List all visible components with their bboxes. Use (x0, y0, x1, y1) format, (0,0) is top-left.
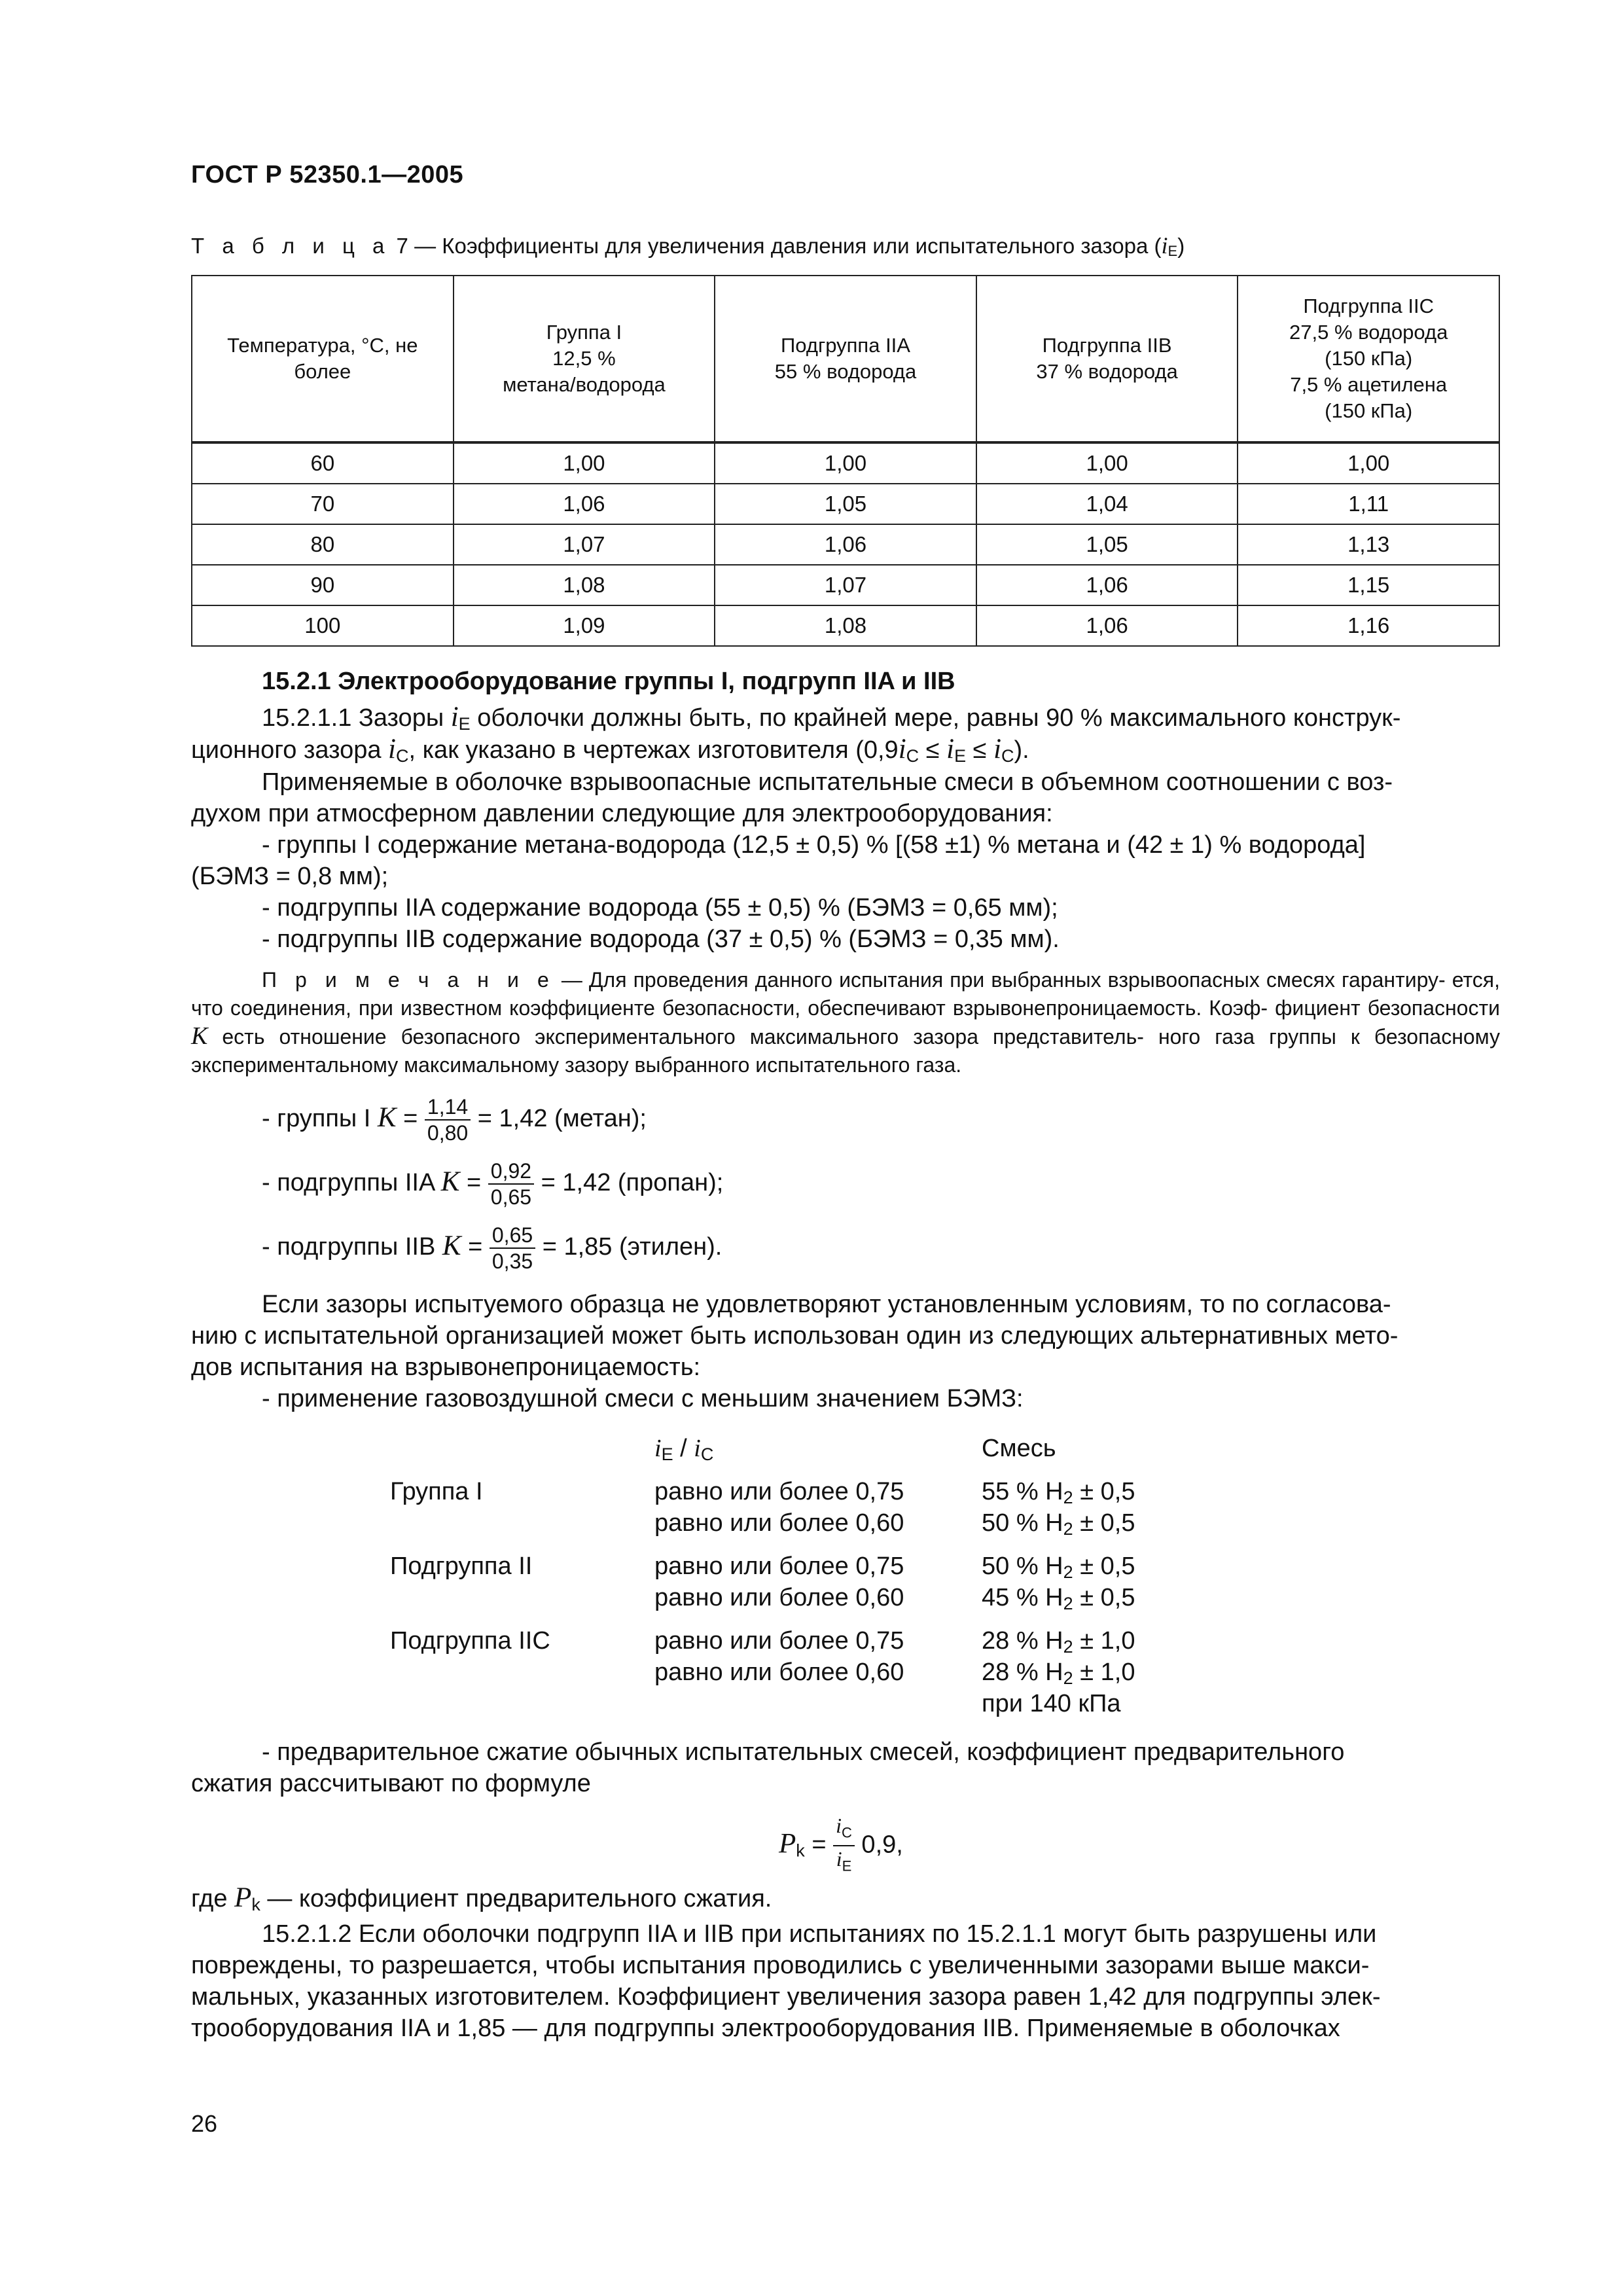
section-heading: 15.2.1 Электрооборудование группы I, подгрупп IIA и IIB (262, 668, 955, 695)
standard-header: ГОСТ Р 52350.1—2005 (191, 161, 464, 188)
table-cell: 1,00 (454, 442, 715, 484)
mix-value: 50 % $H_2 \pm 0,5$ (982, 1509, 1135, 1539)
fraction: $\frac{0,65}{0,35}$ (490, 1223, 535, 1274)
table-cell: 1,13 (1238, 524, 1499, 565)
paragraph-15-2-1-2-line2: повреждены, то разрешается, чтобы испытания проводились с увеличенными зазорами выше макси- (191, 1952, 1370, 1979)
table-cell: 60 (192, 442, 454, 484)
table-cell: 1,04 (976, 484, 1238, 524)
mix-header-mixture: Смесь (982, 1435, 1056, 1462)
table-row (192, 605, 1499, 646)
formula-group-i: - группы I K = $\frac{1,14}{0,80}$ = 1,42 (метан); (262, 1095, 647, 1145)
mix-value: 28 % $H_2 \pm 1,0$ (982, 1659, 1135, 1688)
table-cell: 1,06 (454, 484, 715, 524)
fraction: $\frac{i_C}{i_E}$ (833, 1813, 855, 1879)
table-cell: 90 (192, 565, 454, 605)
coefficients-table (191, 275, 1500, 647)
header-group-i: Группа I 12,5 % метана/водорода (454, 276, 715, 442)
table-caption-var: i (1161, 232, 1168, 259)
mix-ratio: равно или более 0,60 (654, 1659, 904, 1686)
table-caption-sub: E (1168, 243, 1178, 259)
paragraph-15-2-1-2-line4: трооборудования IIA и 1,85 — для подгруппы электрооборудования IIB. Применяемые в оболочках (191, 2015, 1340, 2042)
mix-ratio: равно или более 0,75 (654, 1552, 904, 1580)
precomp-where: где $P_k$ — коэффициент предварительного сжатия. (191, 1882, 772, 1914)
list-item-group-i-cont: (БЭМЗ = 0,8 мм); (191, 863, 389, 890)
table-caption-text: 7 — Коэффициенты для увеличения давления или испытательного зазора ( (396, 234, 1162, 258)
formula-subgroup-iib: - подгруппы IIB K = $\frac{0,65}{0,35}$ = 1,85 (этилен). (262, 1223, 722, 1273)
table-cell: 1,06 (976, 605, 1238, 646)
table-row (192, 442, 1499, 484)
header-subgroup-iib: Подгруппа IIB 37 % водорода (976, 276, 1238, 442)
table-cell: 80 (192, 524, 454, 565)
mix-value: 45 % $H_2 \pm 0,5$ (982, 1584, 1135, 1613)
table-caption-label: Т а б л и ц а (191, 234, 391, 258)
precomp-list-item: - предварительное сжатие обычных испытательных смесей, коэффициент предварительного (262, 1738, 1345, 1766)
paragraph-15-2-1-1: 15.2.1.1 Зазоры $i_E$ оболочки должны быть, по крайней мере, равны 90 % максимального конструк- (262, 702, 1401, 734)
table-cell: 1,00 (715, 442, 976, 484)
alt-paragraph-line1: Если зазоры испытуемого образца не удовлетворяют установленным условиям, то по согласова- (262, 1291, 1391, 1318)
list-item-subgroup-iib: - подгруппы IIB содержание водорода (37 ± 0,5) % (БЭМЗ = 0,35 мм). (262, 925, 1060, 953)
table-caption-end: ) (1177, 234, 1185, 258)
list-item-subgroup-iia: - подгруппы IIA содержание водорода (55 ± 0,5) % (БЭМЗ = 0,65 мм); (262, 894, 1058, 922)
alt-paragraph-line2: нию с испытательной организацией может быть использован один из следующих альтернативных мето- (191, 1322, 1399, 1350)
note-block: П р и м е ч а н и е — Для проведения данного испытания при выбранных взрывоопасных смесях гарантиру- ется, что соединения, при известном коэффициенте безопасности, обеспечивают взрывонепроницаемость. Коэф- фициент безопасности K есть отношение безопасного экспериментального максимального зазора представитель- ного газа группы к безопасному экспериментальному максимальному зазору выбранного испытательного газа. (191, 968, 1501, 1077)
alt-list-item: - применение газовоздушной смеси с меньшим значением БЭМЗ: (262, 1385, 1024, 1412)
mix-extra: при 140 кПа (982, 1690, 1121, 1717)
page-number: 26 (191, 2110, 218, 2137)
precomp-list-item-cont: сжатия рассчитывают по формуле (191, 1770, 591, 1797)
table-cell: 1,06 (715, 524, 976, 565)
paragraph-15-2-1-2-line1: 15.2.1.2 Если оболочки подгрупп IIA и IIB при испытаниях по 15.2.1.1 могут быть разрушены или (262, 1920, 1377, 1948)
precomp-formula: $P_k$ = $\frac{i_C}{i_E}$ 0,9, (779, 1813, 903, 1879)
mix-value: 50 % $H_2 \pm 0,5$ (982, 1552, 1135, 1582)
note-label: П р и м е ч а н и е (262, 968, 555, 992)
table-row (192, 565, 1499, 605)
mix-value: 55 % $H_2 \pm 0,5$ (982, 1478, 1135, 1507)
alt-paragraph-line3: дов испытания на взрывонепроницаемость: (191, 1354, 701, 1381)
table-cell: 1,11 (1238, 484, 1499, 524)
table-cell: 1,16 (1238, 605, 1499, 646)
table-cell: 1,07 (715, 565, 976, 605)
mix-header-ratio: $i_E / i_C$ (654, 1435, 714, 1464)
mix-group-name: Группа I (390, 1478, 483, 1505)
table-cell: 1,09 (454, 605, 715, 646)
table-cell: 1,00 (976, 442, 1238, 484)
table-cell: 100 (192, 605, 454, 646)
table-caption (191, 232, 1185, 260)
mix-ratio: равно или более 0,60 (654, 1509, 904, 1537)
mix-group-name: Подгруппа II (390, 1552, 533, 1580)
table-cell: 1,07 (454, 524, 715, 565)
table-cell: 1,06 (976, 565, 1238, 605)
paragraph-15-2-1-1-cont: ционного зазора $i_C$, как указано в чертежах изготовителя $(0,9i_C \le i_E \le i_C)$. (191, 734, 1029, 766)
table-cell: 1,05 (976, 524, 1238, 565)
header-subgroup-iia: Подгруппа IIA 55 % водорода (715, 276, 976, 442)
table-cell: 1,08 (715, 605, 976, 646)
table-cell: 1,15 (1238, 565, 1499, 605)
table-cell: 1,08 (454, 565, 715, 605)
mix-ratio: равно или более 0,75 (654, 1627, 904, 1655)
mix-value: 28 % $H_2 \pm 1,0$ (982, 1627, 1135, 1657)
table-cell: 70 (192, 484, 454, 524)
table-cell: 1,05 (715, 484, 976, 524)
table-row (192, 524, 1499, 565)
mix-group-name: Подгруппа IIC (390, 1627, 550, 1655)
fraction: $\frac{0,92}{0,65}$ (488, 1158, 534, 1210)
table-header-row (192, 276, 1499, 442)
mix-ratio: равно или более 0,60 (654, 1584, 904, 1611)
header-temperature: Температура, °С, не более (192, 276, 454, 442)
list-item-group-i: - группы I содержание метана-водорода (12,5 ± 0,5) % [(58 ±1) % метана и (42 ± 1) % водорода] (262, 831, 1366, 859)
mix-ratio: равно или более 0,75 (654, 1478, 904, 1505)
formula-subgroup-iia: - подгруппы IIA K = $\frac{0,92}{0,65}$ = 1,42 (пропан); (262, 1159, 724, 1209)
table-row (192, 484, 1499, 524)
table-cell: 1,00 (1238, 442, 1499, 484)
paragraph-15-2-1-2-line3: мальных, указанных изготовителем. Коэффициент увеличения зазора равен 1,42 для подгруппы элек- (191, 1983, 1381, 2011)
mixture-paragraph-line1: Применяемые в оболочке взрывоопасные испытательные смеси в объемном соотношении с воз- (262, 768, 1393, 796)
header-subgroup-iic: Подгруппа IIC 27,5 % водорода (150 кПа) 7,5 % ацетилена (150 кПа) (1238, 276, 1499, 442)
fraction: $\frac{1,14}{0,80}$ (425, 1094, 471, 1145)
mixture-paragraph-line2: духом при атмосферном давлении следующие для электрооборудования: (191, 800, 1053, 827)
